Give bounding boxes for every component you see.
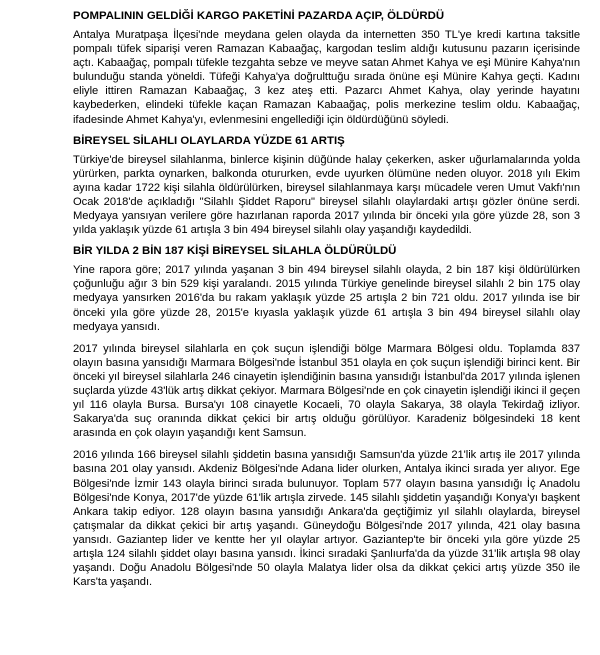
section-heading-cargo-shotgun: POMPALININ GELDİĞİ KARGO PAKETİNİ PAZARDA AÇIP, ÖLDÜRDÜ [73, 10, 445, 22]
paragraph-marmara-region: 2017 yılında bireysel silahlarla en çok suçun işlendiği bölge Marmara Bölgesi oldu. Toplamda 837 olayın basına yansıdığı Marmara Bölgesi'nde İstanbul 351 olayla en çok suçun işlendiği birinci kent. Bir önceki yıl bireysel silahlarla 246 cinayetin işlendiğinin basına yansıdığı İstanbul'da 2017 yılında işlenen suçlarda yüzde 43'lük artış dikkat çekiyor. Marmara Bölgesi'nde en çok cinayetin işlendiği ikinci il geçen yıl 116 olayla Bursa. Bursa'yı 108 cinayetle Kocaeli, 70 olayla Sakarya, 38 olayla Tekirdağ izliyor. Sakarya'da suç oranında dikkat çekici bir artış olduğu görülüyor. Karadeniz bölgesindeki 18 kent arasında en çok olayın yaşandığı kent Samsun. [73, 342, 580, 440]
paragraph-report-figures: Yine rapora göre; 2017 yılında yaşanan 3 bin 494 bireysel silahlı olayda, 2 bin 187 kişi öldürülürken çoğunluğu ağır 3 bin 529 kişi yaralandı. 2015 yılında Türkiye genelinde bireysel silahlı 2 bin 175 olay medyaya yansırken 2016'da bu rakam yaklaşık yüzde 25 artışla 2 bin 721 oldu. 2017 yılında ise bir önceki yıla göre yüzde 28, 2015'e kıyasla yaklaşık yüzde 61 artışla 3 bin 494 bireysel silahlı olay medyaya yansıdı. [73, 264, 580, 333]
paragraph-regional-breakdown: 2016 yılında 166 bireysel silahlı şiddetin basına yansıdığı Samsun'da yüzde 21'lik artış ile 2017 yılında basına 201 olay yansıdı. Akdeniz Bölgesi'nde Adana lider olurken, Antalya ikinci sırada yer alıyor. Ege Bölgesi'nde İzmir 143 olayla birinci sırada bulunuyor. Toplam 577 olayın basına yansıdığı İç Anadolu Bölgesi'nde Konya, 2017'de yüzde 61'lik artışla zirvede. 145 silahlı şiddetin yaşandığı Konya'yı başkent Ankara takip ediyor. 128 olayın basına yansıdığı Ankara'da geçtiğimiz yıl silahlı olaylarda, bireysel çatışmalar da dikkat çekici bir artış yaşandı. Güneydoğu Bölgesi'nde 2017 yılında, 421 olay basına yansıdı. Gaziantep lider ve kentte her yıl olaylar artıyor. Gaziantep'te bir önceki yıla göre yüzde 25 artışla 124 silahlı şiddet olayı basına yansıdı. İkinci sıradaki Şanlıurfa'da da yüzde 31'lik artışla 98 olay yaşandı. Doğu Anadolu Bölgesi'nde 50 olayla Malatya lider olsa da dikkat çekici artış yüzde 350 ile Kars'ta yaşandı. [73, 449, 580, 589]
section-heading-armed-incidents-increase: BİREYSEL SİLAHLI OLAYLARDA YÜZDE 61 ARTIŞ [73, 134, 345, 147]
paragraph-antalya-incident: Antalya Muratpaşa İlçesi'nde meydana gelen olayda da internetten 350 TL'ye kredi kartına taksitle pompalı tüfek siparişi veren Ramazan Kabaağaç, kargodan teslim aldığı kutusunu pazarın içerisinde açtı. Kabaağaç, pompalı tüfekle tezgahta sebze ve meyve satan Ahmet Kahya ve eşi Münire Kahya'nın bulunduğu standa yöneldi. Tüfeği Kahya'ya doğrulttuğu sırada önüne eşi Münire Kahya geçti. Kadını eliyle ittiren Ramazan Kabaağaç, 3 kez ateş etti. Pazarcı Ahmet Kahya, olay yerinde hayatını kaybederken, elindeki tüfekle kaçan Ramazan Kabaağaç, polis merkezine teslim oldu. Kabaağaç, ifadesinde Ahmet Kahya'yı, evlenmesini engellediği için öldürdüğünü söyledi. [73, 29, 580, 126]
section-heading-killed-in-one-year: BİR YILDA 2 BİN 187 KİŞİ BİREYSEL SİLAHLA ÖLDÜRÜLDÜ [73, 245, 397, 258]
paragraph-individual-armament: Türkiye'de bireysel silahlanma, binlerce kişinin düğünde halay çekerken, asker uğurlamalarında yolda yürürken, parkta oynarken, balkonda otururken, evde uyurken ölümüne neden oluyor. 2018 yılı Ekim ayına kadar 1722 kişi silahla öldürülürken, bireysel silahlanmaya karşı mücadele veren Umut Vakfı'nın Ocak 2018'de açıkladığı "Silahlı Şiddet Raporu" bireysel silahlı olaylardaki artışı gözler önüne serdi. Medyaya yansıyan verilere göre hazırlanan raporda 2017 yılında bir önceki yıla göre yüzde 28, son 3 yılda yaklaşık yüzde 61 artışla 3 bin 494 bireysel silahlı olay yaşandığı kaydedildi. [73, 153, 580, 237]
